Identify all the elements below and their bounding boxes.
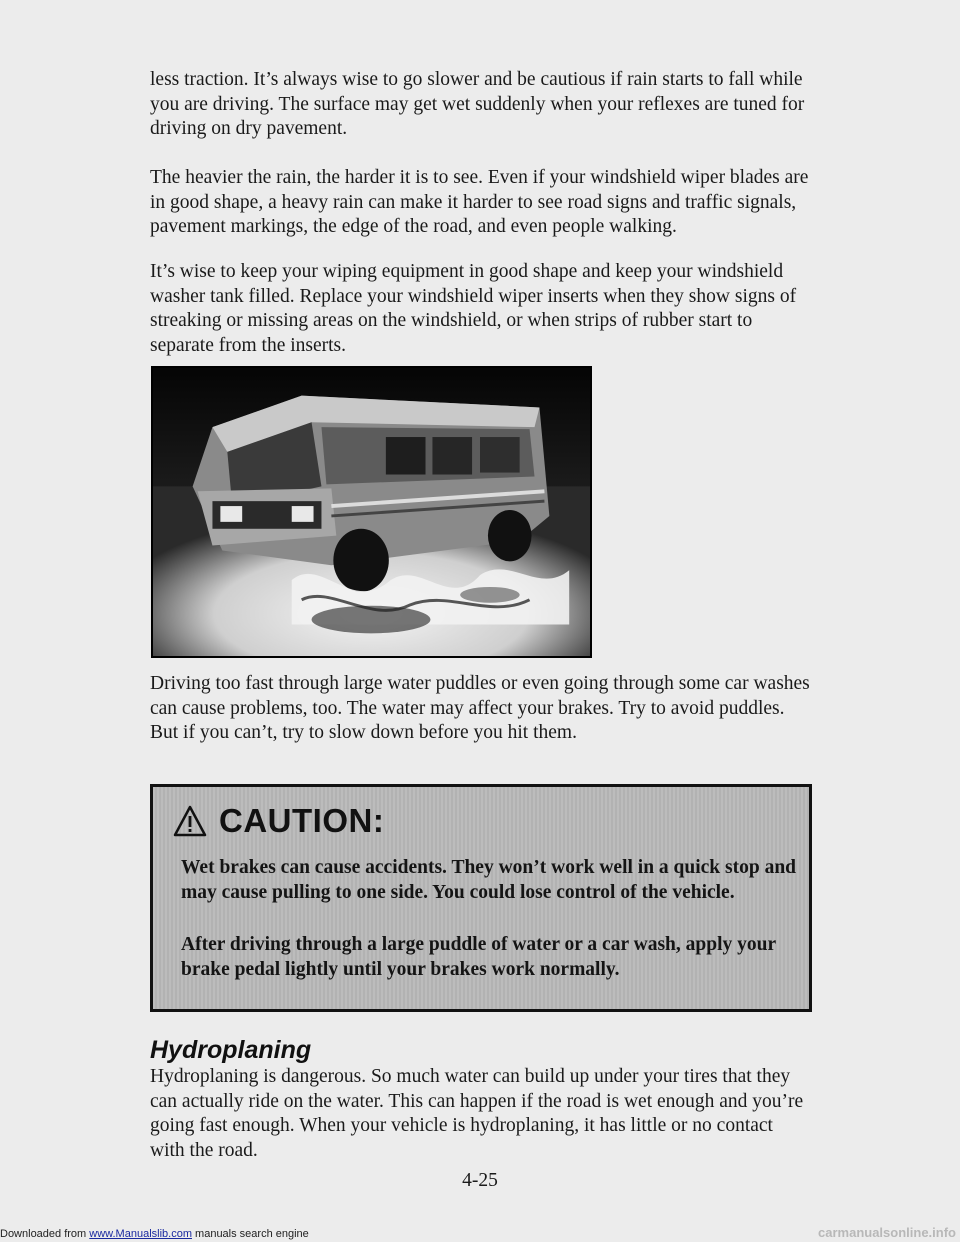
- paragraph-water-puddles: Driving too fast through large water puddles or even going through some car washes can cause problems, too. The water may affect your brakes. Try to avoid puddles. But if you can’t, try to slow down before you hit them.: [150, 673, 810, 743]
- manualslib-link[interactable]: www.Manualslib.com: [89, 1228, 192, 1240]
- paragraph-heavy-rain: The heavier the rain, the harder it is to see. Even if your windshield wiper blades are in good shape, a heavy rain can make it harder to see road signs and traffic signals, pavement markings, the edge of the road, and even people walking.: [150, 167, 809, 237]
- paragraph-wiping-equipment: It’s wise to keep your wiping equipment in good shape and keep your windshield washer tank filled. Replace your windshield wiper inserts when they show signs of streaking or missing areas on the windshield, or when strips of rubber start to separate from the inserts.: [150, 261, 797, 356]
- caution-box: [150, 784, 812, 1012]
- footer-prefix: Downloaded from: [0, 1228, 90, 1240]
- footer-suffix: manuals search engine: [191, 1228, 309, 1240]
- van-illustration: [153, 368, 590, 656]
- page-number: 4-25: [462, 1170, 498, 1191]
- caution-text-brake-pedal: After driving through a large puddle of water or a car wash, apply your brake pedal lightly until your brakes work normally.: [181, 934, 776, 980]
- van-puddle-photo: [151, 366, 592, 658]
- paragraph-hydroplaning: Hydroplaning is dangerous. So much water can build up under your tires that they can actually ride on the water. This can happen if the road is wet enough and you’re going fast enough. When your vehicle is hydroplaning, it has little or no contact with the road.: [150, 1066, 804, 1161]
- caution-text-wet-brakes: Wet brakes can cause accidents. They won’t work well in a quick stop and may cause pulling to one side. You could lose control of the vehicle.: [181, 857, 797, 903]
- caution-header: [173, 797, 384, 845]
- paragraph-rain-traction: less traction. It’s always wise to go slower and be cautious if rain starts to fall while you are driving. The surface may get wet suddenly when your reflexes are tuned for driving on dry pavement.: [150, 69, 805, 139]
- warning-triangle-icon: [173, 805, 207, 837]
- section-title-hydroplaning: Hydroplaning: [150, 1036, 312, 1064]
- caution-title: CAUTION:: [219, 802, 385, 839]
- watermark-text: carmanualsonline.info: [818, 1225, 956, 1240]
- download-footer: [0, 1228, 309, 1240]
